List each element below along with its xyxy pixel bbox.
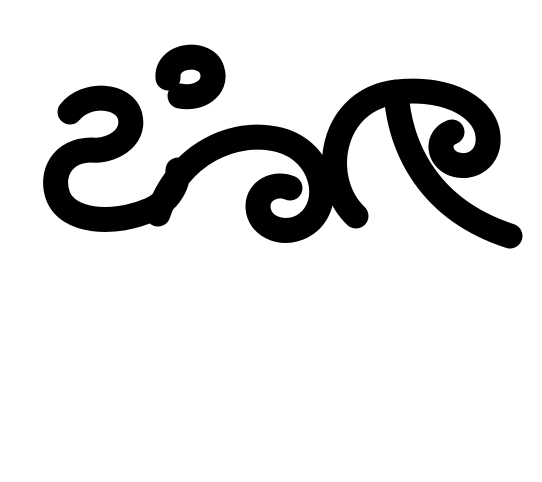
glyph-right-spiral [335,91,510,236]
glyph-top-hook [168,57,213,97]
glyph-middle-loop [158,137,322,230]
